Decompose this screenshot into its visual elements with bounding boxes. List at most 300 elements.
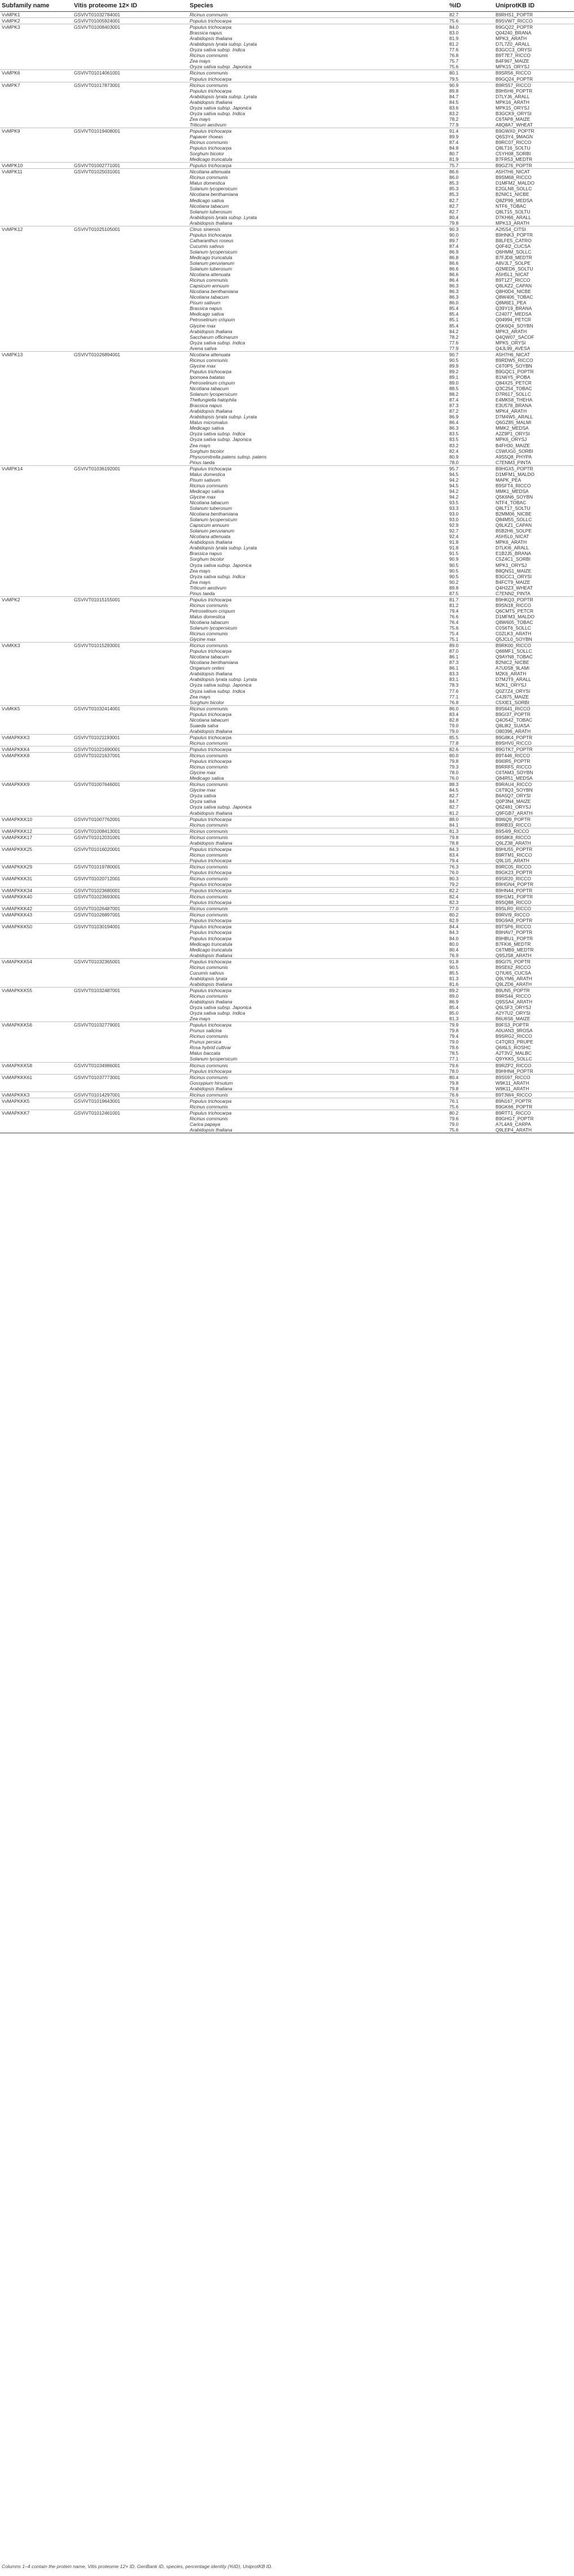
table-row (0, 505, 574, 511)
cell-subfamily (0, 232, 72, 238)
cell-uniprot-id: Q8LKZ2_CAPAN (496, 283, 532, 289)
cell-subfamily (0, 145, 72, 151)
cell-uniprot-id: Q84R51_MEDSA (496, 775, 533, 781)
cell-subfamily: VvMAPKKK12 (0, 828, 72, 834)
cell-species: Populus trichocarpa (190, 881, 232, 888)
cell-subfamily (0, 574, 72, 579)
cell-vitis-id (72, 340, 188, 346)
cell-vitis-id (72, 870, 188, 876)
cell-percent-id: 93.5 (449, 499, 459, 505)
cell-species: Arabidopsis thaliana (190, 728, 233, 734)
table-row (0, 912, 574, 918)
table-row (0, 1022, 574, 1028)
table-row (0, 728, 574, 735)
cell-species: Nicotiana tabacum (190, 294, 229, 300)
cell-vitis-id (72, 740, 188, 746)
table-row (0, 174, 574, 180)
cell-vitis-id (72, 723, 188, 728)
cell-subfamily (0, 858, 72, 864)
cell-uniprot-id: B9HKQ3_POPTR (494, 596, 574, 602)
cell-subfamily (0, 608, 72, 614)
table-row (0, 936, 574, 941)
cell-subfamily (0, 947, 72, 953)
cell-vitis-id (72, 1068, 188, 1075)
cell-subfamily (0, 249, 72, 255)
cell-vitis-id (72, 391, 188, 397)
cell-species: Nicotiana tabacum (190, 386, 229, 392)
cell-subfamily (0, 460, 72, 466)
cell-uniprot-id: B4F967_MAIZE (496, 58, 529, 64)
cell-vitis-id (72, 494, 188, 500)
table-row (0, 203, 574, 209)
cell-percent-id: 86.6 (449, 260, 459, 267)
cell-species: Citrus sinensis (188, 226, 448, 232)
cell-percent-id: 87.4 (449, 397, 459, 403)
cell-percent-id: 86.4 (449, 277, 459, 283)
cell-vitis-id (72, 156, 188, 163)
cell-percent-id: 78.5 (449, 1050, 459, 1056)
cell-vitis-id (72, 64, 188, 70)
cell-percent-id: 84.7 (449, 798, 459, 805)
cell-species: Arabidopsis thaliana (190, 1085, 233, 1091)
cell-vitis-id: GSVIVT01014061001 (72, 70, 188, 76)
table-row (0, 660, 574, 665)
cell-percent-id: 89.0 (448, 643, 494, 649)
cell-vitis-id (72, 804, 188, 810)
cell-species: Origanum onites (190, 665, 225, 671)
cell-percent-id: 92.4 (449, 534, 459, 540)
table-row (0, 128, 574, 134)
cell-percent-id: 84.5 (449, 787, 459, 793)
cell-subfamily (0, 1104, 72, 1110)
cell-subfamily: VvMAPKKK17 (0, 834, 72, 840)
cell-uniprot-id: Q0Z7Z4_ORYSI (496, 688, 531, 694)
cell-uniprot-id: E2GLN8_SOLLC (496, 186, 532, 192)
cell-species: Populus trichocarpa (190, 368, 232, 374)
cell-vitis-id: GSVIVT01012461001 (72, 1110, 188, 1116)
table-row (0, 255, 574, 260)
cell-uniprot-id: C7ENM3_PINTA (496, 459, 531, 465)
cell-uniprot-id: B9SM68_RICCO (496, 174, 532, 181)
cell-species: Nicotiana tabacum (190, 654, 229, 660)
cell-percent-id: 84.8 (449, 145, 459, 151)
cell-percent-id: 87.5 (449, 590, 459, 596)
cell-species: Arabidopsis thaliana (190, 220, 233, 226)
cell-percent-id: 83.2 (449, 442, 459, 448)
cell-uniprot-id: Q84M55_SOLLC (496, 517, 532, 523)
cell-subfamily: VvMAPKKK3 (0, 734, 72, 740)
cell-percent-id: 81.3 (449, 1016, 459, 1022)
table-row (0, 36, 574, 41)
table-row (0, 1050, 574, 1056)
cell-subfamily (0, 881, 72, 888)
table-row (0, 294, 574, 300)
cell-percent-id: 83.4 (449, 711, 459, 717)
cell-percent-id: 84.0 (449, 935, 459, 941)
table-body (0, 12, 574, 1133)
cell-subfamily (0, 203, 72, 209)
table-row (0, 987, 574, 993)
cell-percent-id: 87.0 (449, 648, 459, 654)
cell-subfamily (0, 970, 72, 976)
table-row (0, 346, 574, 352)
cell-species: Ricinus communis (188, 906, 448, 912)
cell-percent-id: 75.7 (448, 163, 494, 169)
cell-uniprot-id: B6A5Q7_ORYSI (496, 793, 531, 799)
table-row (0, 643, 574, 649)
cell-subfamily (0, 420, 72, 425)
cell-vitis-id (72, 688, 188, 694)
cell-subfamily: VvMPK14 (0, 465, 72, 471)
cell-subfamily (0, 41, 72, 47)
cell-uniprot-id: D1MFM1_MALDO (496, 471, 534, 477)
cell-species: Populus trichocarpa (188, 24, 448, 30)
cell-percent-id: 81.9 (449, 36, 459, 42)
cell-subfamily (0, 852, 72, 858)
cell-vitis-id (72, 311, 188, 317)
cell-species: Oryza sativa subsp. Japonica (190, 562, 252, 568)
cell-vitis-id (72, 840, 188, 846)
table-row (0, 562, 574, 568)
cell-vitis-id (72, 420, 188, 425)
cell-vitis-id (72, 454, 188, 460)
table-row (0, 1045, 574, 1050)
cell-species: Populus trichocarpa (188, 958, 448, 964)
cell-species: Populus trichocarpa (190, 145, 232, 151)
cell-uniprot-id: B9SVW7_RICCO (494, 18, 574, 24)
cell-species: Malus micromalus (190, 420, 228, 426)
cell-species: Sorghum bicolor (190, 556, 224, 562)
cell-vitis-id (72, 243, 188, 249)
table-row (0, 386, 574, 391)
cell-uniprot-id: B9I6Q9_POPTR (494, 816, 574, 822)
table-row (0, 602, 574, 608)
cell-subfamily (0, 386, 72, 391)
cell-percent-id: 90.5 (449, 562, 459, 568)
table-row (0, 981, 574, 988)
cell-species: Pinus taeda (190, 459, 215, 465)
cell-percent-id: 75.6 (448, 1127, 494, 1133)
cell-vitis-id (72, 1005, 188, 1010)
cell-uniprot-id: B9SRG2_RICCO (496, 1033, 532, 1040)
table-row (0, 272, 574, 277)
cell-percent-id: 86.9 (449, 414, 459, 420)
table-row (0, 99, 574, 105)
table-row (0, 941, 574, 947)
cell-species: Solanum tuberosum (190, 266, 232, 272)
cell-vitis-id: GSVIVT01014297001 (72, 1091, 188, 1098)
cell-uniprot-id: B9T1Z7_RICCO (496, 277, 531, 283)
table-row (0, 494, 574, 500)
cell-subfamily (0, 1033, 72, 1039)
cell-subfamily (0, 305, 72, 311)
cell-uniprot-id: M2K6_ARATH (496, 671, 527, 677)
cell-species: Ricinus communis (190, 1033, 228, 1040)
cell-subfamily (0, 209, 72, 215)
cell-percent-id: 89.9 (449, 363, 459, 369)
cell-percent-id: 89.0 (449, 993, 459, 999)
cell-percent-id: 79.8 (449, 1080, 459, 1086)
cell-percent-id: 94.2 (449, 488, 459, 494)
cell-vitis-id (72, 579, 188, 585)
cell-subfamily (0, 579, 72, 585)
cell-subfamily (0, 1080, 72, 1086)
table-row (0, 483, 574, 488)
cell-uniprot-id: D1MFM2_MALDO (496, 180, 534, 186)
cell-uniprot-id: A2T3V2_MALBC (496, 1050, 532, 1056)
cell-subfamily: VvMAPKKK43 (0, 912, 72, 918)
cell-percent-id: 95.7 (448, 465, 494, 471)
cell-uniprot-id: B9RC07_RICCO (496, 139, 532, 146)
cell-percent-id: 79.6 (448, 1062, 494, 1068)
table-row (0, 770, 574, 775)
cell-species: Capsicum annuum (190, 522, 229, 529)
cell-species: Nicotiana tabacum (190, 717, 229, 723)
cell-species: Pisum sativum (190, 477, 221, 483)
cell-species: Petroselinum crispum (190, 317, 235, 323)
cell-vitis-id (72, 918, 188, 924)
cell-vitis-id (72, 238, 188, 243)
cell-species: Arabidopsis thaliana (190, 810, 233, 816)
table-row (0, 266, 574, 272)
cell-uniprot-id: C6T9Q3_SOYBN (496, 787, 533, 793)
cell-subfamily (0, 363, 72, 369)
cell-vitis-id: GSVIVT01021637001 (72, 753, 188, 759)
cell-species: Oryza sativa subsp. Indica (190, 688, 246, 694)
cell-uniprot-id: B2MM06_NICBE (496, 511, 532, 517)
cell-percent-id: 75.6 (449, 64, 459, 70)
table-row (0, 1127, 574, 1133)
cell-percent-id: 85.3 (449, 180, 459, 186)
cell-subfamily (0, 436, 72, 442)
cell-subfamily (0, 300, 72, 305)
cell-vitis-id (72, 619, 188, 625)
cell-species: Catharanthus roseus (190, 237, 234, 243)
table-row (0, 186, 574, 191)
cell-subfamily (0, 700, 72, 706)
cell-vitis-id (72, 947, 188, 953)
cell-percent-id: 83.3 (449, 671, 459, 677)
cell-percent-id: 78.6 (449, 1045, 459, 1051)
table-row (0, 1016, 574, 1022)
table-row (0, 134, 574, 139)
cell-uniprot-id: MPK1_ORYSJ (496, 562, 527, 568)
cell-subfamily (0, 1016, 72, 1022)
cell-subfamily (0, 900, 72, 906)
cell-vitis-id: GSVIVT01008403001 (72, 24, 188, 30)
cell-uniprot-id: A2Y7U2_ORYSI (496, 1010, 531, 1016)
cell-subfamily: VvMKK3 (0, 643, 72, 649)
cell-species: Glycine max (190, 787, 216, 793)
cell-species: Arabidopsis thaliana (190, 408, 233, 414)
table-row (0, 764, 574, 770)
cell-subfamily (0, 568, 72, 574)
table-row (0, 964, 574, 970)
cell-uniprot-id: Q8W406_TOBAC (496, 294, 533, 300)
table-row (0, 746, 574, 753)
cell-percent-id: 76.8 (449, 53, 459, 59)
cell-subfamily (0, 918, 72, 924)
cell-uniprot-id: Q6GZ85_MALMI (496, 420, 532, 426)
cell-vitis-id (72, 88, 188, 94)
cell-vitis-id: GSVIVT01021690001 (72, 746, 188, 753)
table-row (0, 900, 574, 906)
cell-vitis-id (72, 220, 188, 226)
cell-uniprot-id: MPK15_ORYSJ (496, 64, 529, 70)
cell-percent-id: 90.5 (449, 567, 459, 574)
table-row (0, 671, 574, 676)
cell-subfamily (0, 488, 72, 494)
table-row (0, 682, 574, 688)
cell-vitis-id (72, 1039, 188, 1045)
cell-subfamily (0, 47, 72, 53)
cell-uniprot-id: B9GI37_POPTR (496, 711, 531, 717)
cell-uniprot-id: O80396_ARATH (496, 728, 531, 734)
cell-species: Medicago truncatula (190, 254, 233, 260)
cell-percent-id: 78.0 (449, 770, 459, 776)
cell-species: Solanum tuberosum (190, 208, 232, 215)
cell-vitis-id (72, 608, 188, 614)
cell-species: Nicotiana benthamiana (190, 511, 238, 517)
cell-subfamily (0, 186, 72, 191)
table-row (0, 357, 574, 363)
cell-uniprot-id: C5WUG0_SORBI (496, 448, 533, 454)
cell-percent-id: 78.2 (449, 116, 459, 122)
cell-percent-id: 94.2 (449, 477, 459, 483)
table-row (0, 631, 574, 636)
cell-uniprot-id: MPK5_ORYSI (496, 339, 526, 346)
cell-vitis-id (72, 460, 188, 466)
cell-subfamily (0, 999, 72, 1005)
cell-species: Populus trichocarpa (188, 1098, 448, 1104)
cell-vitis-id (72, 964, 188, 970)
cell-subfamily: VvMKK5 (0, 705, 72, 711)
cell-subfamily (0, 277, 72, 283)
table-row (0, 403, 574, 408)
cell-vitis-id: GSVIVT01026894001 (72, 351, 188, 357)
cell-percent-id: 90.2 (449, 579, 459, 585)
cell-uniprot-id: B9T3W4_RICCO (494, 1091, 574, 1098)
cell-subfamily (0, 260, 72, 266)
cell-species: Populus trichocarpa (188, 924, 448, 930)
cell-subfamily (0, 810, 72, 817)
cell-subfamily (0, 528, 72, 534)
cell-subfamily (0, 993, 72, 999)
cell-percent-id: 94.2 (449, 494, 459, 500)
cell-uniprot-id: C6TAP8_MAIZE (496, 116, 531, 122)
cell-uniprot-id: B9SQ88_RICCO (496, 900, 532, 906)
table-row (0, 614, 574, 619)
cell-subfamily (0, 631, 72, 636)
cell-vitis-id (72, 294, 188, 300)
cell-species: Oryza sativa subsp. Indica (190, 431, 246, 437)
table-row (0, 705, 574, 711)
cell-subfamily: VvMPK9 (0, 128, 72, 134)
cell-subfamily (0, 425, 72, 431)
table-row (0, 243, 574, 249)
cell-uniprot-id: Q8L8I2_SUASA (496, 722, 530, 728)
table-row (0, 894, 574, 900)
cell-subfamily (0, 682, 72, 688)
cell-uniprot-id: B9GQ22_POPTR (494, 24, 574, 30)
cell-percent-id: 85.5 (448, 734, 494, 740)
cell-subfamily (0, 289, 72, 294)
cell-vitis-id (72, 289, 188, 294)
cell-species: Ricinus communis (188, 82, 448, 88)
table-row (0, 528, 574, 534)
cell-uniprot-id: E3U578_BRANA (496, 403, 532, 409)
cell-percent-id: 86.3 (449, 283, 459, 289)
cell-vitis-id (72, 936, 188, 941)
cell-uniprot-id: B2NIC2_NICBE (496, 660, 529, 666)
cell-uniprot-id: B9H1M1_POPTR (494, 894, 574, 900)
cell-uniprot-id: B9I0R5_POPTR (496, 758, 531, 765)
table-row (0, 283, 574, 289)
cell-uniprot-id: Q7IU65_CUCSA (496, 970, 531, 976)
cell-uniprot-id: D7KH66_ARALL (496, 214, 531, 220)
cell-vitis-id: GSVIVT01032487001 (72, 987, 188, 993)
cell-vitis-id (72, 30, 188, 36)
cell-species: Ricinus communis (188, 705, 448, 711)
cell-species: Ricinus communis (190, 852, 228, 858)
cell-uniprot-id: C5YH08_SORBI (496, 151, 531, 157)
cell-uniprot-id: Q8LT15_SOLTU (496, 208, 531, 215)
cell-percent-id: 87.3 (449, 403, 459, 409)
cell-percent-id: 86.9 (449, 999, 459, 1005)
cell-vitis-id (72, 1028, 188, 1033)
cell-vitis-id (72, 1033, 188, 1039)
cell-percent-id: 83.6 (449, 104, 459, 111)
cell-vitis-id (72, 798, 188, 804)
cell-species: Arabidopsis lyrata subsp. Lyrata (190, 545, 257, 551)
cell-uniprot-id: Q8H0D4_NICBE (496, 289, 531, 295)
cell-vitis-id: GSVIVT01016020001 (72, 846, 188, 852)
table-row (0, 511, 574, 517)
table-row (0, 414, 574, 420)
cell-uniprot-id: Q6HMM_SOLLC (496, 248, 532, 255)
cell-subfamily (0, 740, 72, 746)
cell-species: Oryza sativa subsp. Indica (190, 339, 246, 346)
cell-subfamily: VvMPK2 (0, 18, 72, 24)
cell-subfamily (0, 1086, 72, 1092)
cell-vitis-id (72, 993, 188, 999)
cell-species: Ricinus communis (190, 277, 228, 283)
cell-species: Suaeda salsa (190, 722, 218, 728)
cell-percent-id: 79.0 (449, 1121, 459, 1127)
cell-vitis-id: GSVIVT01012031001 (72, 834, 188, 840)
cell-percent-id: 75.4 (449, 631, 459, 637)
table-row (0, 828, 574, 834)
cell-vitis-id (72, 1080, 188, 1086)
cell-percent-id: 81.9 (449, 156, 459, 163)
cell-uniprot-id: B4FCT9_MAIZE (496, 579, 531, 585)
table-row (0, 82, 574, 88)
cell-species: Ricinus communis (188, 70, 448, 76)
cell-species: Populus trichocarpa (190, 929, 232, 936)
cell-percent-id: 80.0 (448, 753, 494, 759)
cell-uniprot-id: Q9LKZ1_CAPAN (496, 522, 532, 529)
cell-subfamily (0, 804, 72, 810)
cell-percent-id: 88.2 (449, 391, 459, 398)
cell-species: Ricinus communis (190, 1103, 228, 1110)
cell-species: Ricinus communis (188, 828, 448, 834)
table-row (0, 180, 574, 186)
cell-uniprot-id: Q66MF1_SOLLC (496, 648, 532, 654)
cell-uniprot-id: C0S6T6_SOLLC (496, 625, 531, 631)
cell-species: Populus trichocarpa (188, 888, 448, 894)
table-row (0, 425, 574, 431)
cell-subfamily (0, 334, 72, 340)
